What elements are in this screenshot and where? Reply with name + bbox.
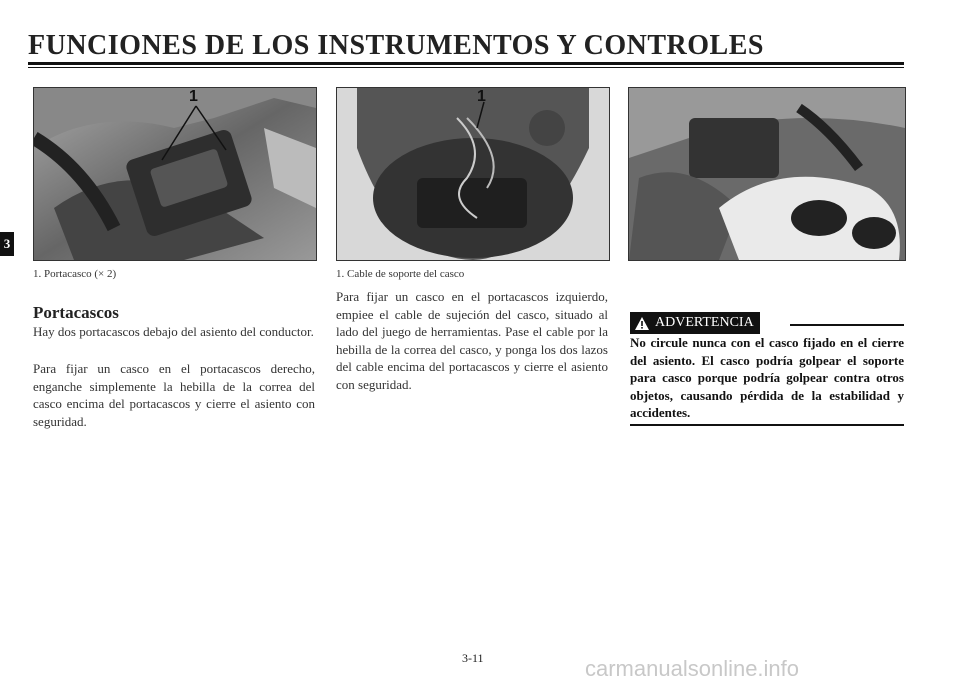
warning-text: No circule nunca con el casco fijado en el cierre del asiento. El casco podría golpear el soporte para casco porque podría golpear contra otros objetos, causando pérdida de la estabilidad y accidentes. xyxy=(630,335,904,420)
photo-image xyxy=(34,88,316,260)
paragraph-left-holder: Para fijar un casco en el portacascos izquierdo, empiee el cable de sujeción del casco, situado al lado del juego de herramientas. Pase el cable por la hebilla de la correa del casco, y ponga los dos lazos del cable encima del portacascos y cierre el asiento con seguridad. xyxy=(336,289,608,392)
photo-image xyxy=(337,88,609,260)
title-rule-thin xyxy=(28,67,904,68)
photo-helmet-cable xyxy=(336,87,610,261)
title-rule xyxy=(28,62,904,65)
section-heading: Portacascos xyxy=(33,303,119,322)
figure-1-callout: 1 xyxy=(189,88,198,105)
photo-right-helmet-holder xyxy=(33,87,317,261)
page-number: 3-11 xyxy=(462,651,484,665)
figure-2-callout: 1 xyxy=(477,88,486,105)
warning-header xyxy=(630,312,760,334)
photo-image xyxy=(629,88,905,260)
warning-label: ADVERTENCIA xyxy=(655,315,754,330)
paragraph-seat-holders: Hay dos portacascos debajo del asiento del conductor. xyxy=(33,324,314,339)
warning-badge xyxy=(630,312,760,334)
section-tab: 3 xyxy=(0,232,14,256)
warning-rule xyxy=(790,324,904,326)
watermark: carmanualsonline.info xyxy=(585,656,800,681)
paragraph-right-holder: Para fijar un casco en el portacascos derecho, enganche simplemente la hebilla de la correa del casco encima del portacascos y cierre el asiento con seguridad. xyxy=(33,361,315,429)
photo-helmet-on-holder xyxy=(628,87,906,261)
page-title: FUNCIONES DE LOS INSTRUMENTOS Y CONTROLES xyxy=(28,30,764,61)
warning-bottom-rule xyxy=(630,424,904,426)
figure-1-caption: 1. Portacasco (× 2) xyxy=(33,268,117,280)
figure-2-caption: 1. Cable de soporte del casco xyxy=(336,268,465,280)
warning-triangle-icon xyxy=(634,316,650,331)
